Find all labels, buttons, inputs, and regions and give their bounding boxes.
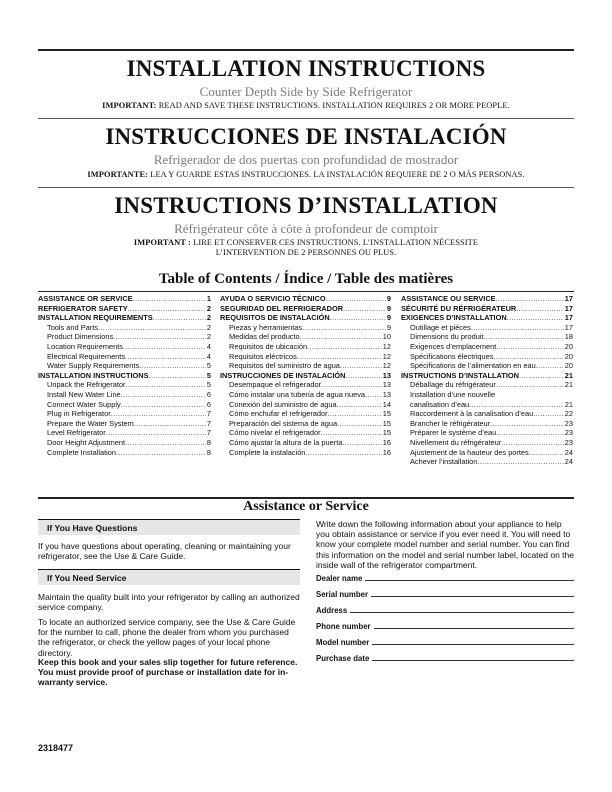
- toc-entry-page: 23: [564, 437, 573, 447]
- toc-leader-dots: [337, 419, 382, 429]
- toc-entry[interactable]: [220, 332, 391, 342]
- toc-entry-page: 6: [206, 389, 211, 399]
- toc-leader-dots: [340, 361, 382, 371]
- toc-entry-page: 20: [564, 341, 573, 351]
- toc-leader-dots: [490, 419, 564, 429]
- purchase-date-line[interactable]: [372, 654, 574, 661]
- toc-entry[interactable]: [38, 438, 211, 448]
- toc-entry-label: Spécifications de l’alimentation en eau: [410, 361, 536, 371]
- toc-leader-dots: [496, 380, 564, 390]
- toc-entry-label: Desempaque el refrigerador: [229, 380, 322, 390]
- toc-leader-dots: [134, 419, 206, 429]
- toc-leader-dots: [139, 361, 206, 371]
- rule-spanish: [38, 187, 574, 188]
- toc-entry[interactable]: [38, 313, 211, 323]
- toc-entry-label: SÉCURITÉ DU RÉFRIGÉRATEUR: [401, 303, 517, 313]
- toc-entry[interactable]: [38, 332, 211, 342]
- toc-entry[interactable]: [38, 400, 211, 410]
- toc-entry[interactable]: [401, 323, 573, 333]
- toc-entry-page: 24: [564, 457, 573, 467]
- toc-entry[interactable]: [220, 428, 391, 438]
- dealer-name-line[interactable]: [365, 574, 574, 581]
- toc-entry-label: Connect Water Supply: [47, 399, 121, 409]
- toc-entry-page: 7: [206, 428, 211, 438]
- phone-number-label: Phone number: [316, 622, 371, 631]
- toc-entry-page: 17: [564, 294, 573, 303]
- toc-entry[interactable]: [401, 294, 573, 304]
- toc-entry[interactable]: [401, 352, 573, 362]
- service-heading: If You Need Service: [38, 569, 300, 585]
- english-subtitle: Counter Depth Side by Side Refrigerator: [199, 84, 413, 99]
- toc-entry-label: Raccordement à la canalisation d’eau: [410, 409, 534, 419]
- french-subtitle: Réfrigérateur côte à côte à profondeur de comptoir: [174, 221, 438, 236]
- toc-entry-label: INSTALLATION REQUIREMENTS: [38, 313, 153, 323]
- toc-entry[interactable]: [220, 419, 391, 429]
- toc-entry-page: 5: [206, 370, 211, 380]
- toc-entry-page: 20: [564, 361, 573, 371]
- toc-entry-page: 13: [382, 389, 391, 399]
- toc-entry-label: Install New Water Line: [47, 389, 121, 399]
- toc-entry-page: 15: [382, 428, 391, 438]
- toc-entry-label: Nivellement du réfrigérateur: [410, 437, 502, 447]
- toc-leader-dots: [519, 371, 564, 381]
- toc-entry[interactable]: [220, 438, 391, 448]
- french-important-text-1: LIRE ET CONSERVER CES INSTRUCTIONS. L’INSTALLATION NÉCESSITE: [193, 238, 479, 247]
- model-number-line[interactable]: [372, 638, 574, 645]
- toc-entry[interactable]: [38, 419, 211, 429]
- toc-leader-dots: [516, 304, 564, 314]
- toc-entry-label: SEGURIDAD DEL REFRIGERADOR: [220, 303, 344, 313]
- toc-entry-label: Cómo nivelar el refrigerador: [229, 428, 321, 438]
- toc-leader-dots: [365, 390, 382, 400]
- toc-leader-dots: [343, 304, 386, 314]
- toc-entry[interactable]: [401, 428, 573, 438]
- phone-number-field[interactable]: [316, 622, 574, 631]
- toc-entry-label: Cómo enchufar el refrigerador: [229, 409, 328, 419]
- toc-entry-label: Spécifications électriques: [410, 351, 494, 361]
- toc-leader-dots: [300, 332, 382, 342]
- toc-entry[interactable]: [38, 342, 211, 352]
- toc-entry-page: 7: [206, 418, 211, 428]
- toc-leader-dots: [321, 428, 382, 438]
- serial-number-field[interactable]: [316, 590, 574, 599]
- toc-entry-label: ASSISTANCE OR SERVICE: [38, 294, 133, 303]
- toc-entry-label: Preparación del sistema de agua: [229, 418, 338, 428]
- toc-entry-label: Préparer le système d’eau: [410, 428, 497, 438]
- toc-entry-label: Complete Installation: [47, 447, 117, 457]
- toc-entry[interactable]: [401, 380, 573, 390]
- toc-leader-dots: [305, 448, 381, 458]
- toc-entry-label: Tools and Parts: [47, 322, 98, 332]
- toc-leader-dots: [302, 323, 386, 333]
- toc-leader-dots: [337, 400, 382, 410]
- toc-entry-label: Door Height Adjustment: [47, 437, 126, 447]
- toc-entry-label: Outillage et pièces: [410, 322, 471, 332]
- model-number-field[interactable]: [316, 638, 574, 647]
- address-field[interactable]: [316, 606, 574, 615]
- serial-number-line[interactable]: [371, 590, 574, 597]
- phone-number-line[interactable]: [374, 622, 574, 629]
- toc-entry-label: Location Requirements: [47, 341, 124, 351]
- toc-entry-page: 16: [382, 437, 391, 447]
- toc-entry[interactable]: [38, 352, 211, 362]
- toc-entry[interactable]: [220, 448, 391, 458]
- toc-entry-page: 9: [386, 322, 391, 332]
- top-rule: [38, 49, 574, 51]
- toc-entry[interactable]: [401, 448, 573, 458]
- toc-entry-page: 13: [382, 380, 391, 390]
- toc-entry[interactable]: [220, 313, 391, 323]
- questions-heading: If You Have Questions: [38, 519, 300, 535]
- toc-entry-label: REFRIGERATOR SAFETY: [38, 303, 128, 313]
- toc-entry[interactable]: [220, 342, 391, 352]
- toc-leader-dots: [321, 380, 382, 390]
- toc-entry[interactable]: [220, 371, 391, 381]
- serial-number-label: Serial number: [316, 590, 368, 599]
- toc-entry[interactable]: [38, 323, 211, 333]
- toc-entry-label: Complete la instalación: [229, 447, 306, 457]
- toc-entry-page: 17: [564, 322, 573, 332]
- toc-entry-label: Achever l’installation: [410, 457, 478, 467]
- toc-entry[interactable]: [401, 457, 573, 467]
- toc-entry[interactable]: [220, 409, 391, 419]
- toc-entry[interactable]: [401, 371, 573, 381]
- toc-entry[interactable]: [401, 419, 573, 429]
- toc-leader-dots: [469, 400, 564, 410]
- toc-leader-dots: [496, 428, 563, 438]
- toc-entry-label: AYUDA O SERVICIO TÉCNICO: [220, 294, 326, 303]
- toc-leader-dots: [484, 332, 564, 342]
- toc-entry-label: Requisitos de ubicación: [229, 341, 308, 351]
- toc-entry-label: ASSISTANCE OU SERVICE: [401, 294, 496, 303]
- toc-entry[interactable]: [401, 361, 573, 371]
- toc-leader-dots: [536, 361, 564, 371]
- toc-entry-label: INSTRUCCIONES DE INSTALACIÓN: [220, 370, 346, 380]
- spanish-important-text: LEA Y GUARDE ESTAS INSTRUCCIONES. LA INSTALACIÓN REQUIERE DE 2 O MÁS PERSONAS.: [150, 170, 525, 179]
- toc-entry-page: 9: [386, 294, 391, 303]
- toc-entry[interactable]: [38, 390, 211, 400]
- toc-entry-page: 15: [382, 409, 391, 419]
- toc-leader-dots: [342, 438, 381, 448]
- toc-entry-label: Conexión del suministro de agua: [229, 399, 337, 409]
- toc-entry-label: Installation d’une nouvelle: [410, 389, 496, 399]
- toc-title: Table of Contents / Índice / Table des matières: [158, 271, 454, 287]
- english-important: [38, 101, 574, 111]
- service-text-1: Maintain the quality built into your refrigerator by calling an authorized service company.: [38, 592, 300, 613]
- toc-leader-dots: [501, 438, 564, 448]
- toc-entry-label: EXIGENCES D’INSTALLATION: [401, 313, 507, 323]
- toc-entry-page: 13: [382, 370, 391, 380]
- toc-leader-dots: [297, 352, 382, 362]
- toc-entry-label: Requisitos del suministro de agua: [229, 361, 340, 371]
- toc-leader-dots: [113, 332, 206, 342]
- toc-entry-label: REQUISITOS DE INSTALACIÓN: [220, 313, 330, 323]
- toc-leader-dots: [307, 342, 382, 352]
- toc-entry[interactable]: [220, 400, 391, 410]
- toc-leader-dots: [326, 294, 386, 304]
- french-important: [38, 238, 574, 258]
- toc-entry[interactable]: [38, 361, 211, 371]
- toc-entry[interactable]: [38, 371, 211, 381]
- toc-leader-dots: [111, 409, 206, 419]
- toc-entry-page: 17: [564, 313, 573, 323]
- toc-leader-dots: [477, 457, 563, 467]
- toc-entry-label: Electrical Requirements: [47, 351, 126, 361]
- toc-entry[interactable]: [220, 304, 391, 314]
- toc-entry-label: Piezas y herramientas: [229, 322, 303, 332]
- toc-leader-dots: [125, 380, 205, 390]
- address-line[interactable]: [350, 606, 574, 613]
- assistance-title: Assistance or Service: [243, 499, 369, 514]
- toc-entry-page: 10: [382, 332, 391, 342]
- toc-entry[interactable]: [220, 323, 391, 333]
- toc-entry-page: 2: [206, 303, 211, 313]
- toc-entry-page: 1: [206, 294, 211, 303]
- toc-entry-label-cont: canalisation d’eau: [410, 399, 470, 409]
- toc-leader-dots: [507, 313, 564, 323]
- toc-entry-page: 5: [206, 380, 211, 390]
- toc-leader-dots: [123, 342, 206, 352]
- service-text-bold: Keep this book and your sales slip together for future reference. You must provide proof of purchase or installation date for in-warranty service.: [38, 657, 298, 688]
- toc-entry-label: INSTRUCTIONS D’INSTALLATION: [401, 370, 519, 380]
- toc-leader-dots: [133, 294, 206, 304]
- toc-leader-dots: [493, 352, 563, 362]
- toc-entry-label: Level Refrigerator: [47, 428, 106, 438]
- toc-entry[interactable]: [38, 380, 211, 390]
- toc-entry-page: 4: [206, 351, 211, 361]
- toc-entry[interactable]: [38, 409, 211, 419]
- toc-leader-dots: [533, 409, 564, 419]
- toc-entry-page: 15: [382, 418, 391, 428]
- toc-entry[interactable]: [220, 294, 391, 304]
- toc-entry[interactable]: [220, 390, 391, 400]
- toc-entry-page: 21: [564, 380, 573, 390]
- toc-entry[interactable]: [38, 304, 211, 314]
- toc-entry-page: 20: [564, 351, 573, 361]
- address-label: Address: [316, 606, 348, 615]
- dealer-name-field[interactable]: [316, 574, 574, 583]
- toc-entry[interactable]: [401, 332, 573, 342]
- toc-entry-label: INSTALLATION INSTRUCTIONS: [38, 370, 149, 380]
- toc-entry-page: 9: [386, 303, 391, 313]
- toc-leader-dots: [346, 371, 382, 381]
- spanish-important: [38, 170, 574, 180]
- toc-entry-label: Dimensions du produit: [410, 332, 484, 342]
- toc-leader-dots: [121, 390, 206, 400]
- toc-entry-label: Prepare the Water System: [47, 418, 134, 428]
- toc-entry-page: 16: [382, 447, 391, 457]
- toc-entry-page: 23: [564, 418, 573, 428]
- french-important-text-2: L’INTERVENTION DE 2 PERSONNES OU PLUS.: [215, 248, 397, 257]
- rule-english: [38, 118, 574, 119]
- toc-entry[interactable]: [220, 380, 391, 390]
- toc-entry-page: 6: [206, 399, 211, 409]
- right-info-text: Write down the following information about your appliance to help you obtain assistance or service if you ever need it. You will need to know your complete model number and serial number. You can find this information on the model and serial number label, located on the inside wall of the refrigerator compartment.: [316, 519, 574, 570]
- toc-entry-page: 7: [206, 409, 211, 419]
- purchase-date-field[interactable]: [316, 654, 574, 663]
- toc-leader-dots: [149, 371, 206, 381]
- english-important-text: READ AND SAVE THESE INSTRUCTIONS. INSTALLATION REQUIRES 2 OR MORE PEOPLE.: [158, 101, 510, 110]
- toc-entry-label: Exigences d’emplacement: [410, 341, 497, 351]
- french-title: INSTRUCTIONS D’INSTALLATION: [114, 193, 498, 218]
- toc-entry-label: Product Dimensions: [47, 332, 114, 342]
- model-number-label: Model number: [316, 638, 370, 647]
- toc-column-french: [401, 294, 573, 467]
- spanish-subtitle: Refrigerador de dos puertas con profundidad de mostrador: [153, 152, 459, 167]
- toc-leader-dots: [471, 323, 564, 333]
- toc-entry[interactable]: [401, 438, 573, 448]
- dealer-name-label: Dealer name: [316, 574, 363, 583]
- toc-entry-label: Brancher le réfrigérateur: [410, 418, 491, 428]
- toc-entry-page: 2: [206, 322, 211, 332]
- toc-entry-page: 17: [564, 303, 573, 313]
- toc-entry[interactable]: [38, 448, 211, 458]
- toc-entry-page: 8: [206, 437, 211, 447]
- purchase-date-label: Purchase date: [316, 654, 370, 663]
- english-title: INSTALLATION INSTRUCTIONS: [126, 56, 486, 81]
- toc-entry-page: 12: [382, 361, 391, 371]
- toc-entry-page: 8: [206, 447, 211, 457]
- toc-leader-dots: [153, 313, 206, 323]
- toc-entry-label: Water Supply Requirements: [47, 361, 140, 371]
- toc-entry-page: 22: [564, 409, 573, 419]
- service-text-2: To locate an authorized service company, see the Use & Care Guide for the number to call, phone the dealer from whom you purchased the refrigerator, or check the yellow pages of your local phone directory.: [38, 617, 296, 658]
- toc-leader-dots: [98, 323, 206, 333]
- toc-entry-label: Unpack the Refrigerator: [47, 380, 126, 390]
- toc-column-spanish: [220, 294, 391, 457]
- toc-entry[interactable]: [220, 361, 391, 371]
- toc-leader-dots: [529, 448, 564, 458]
- toc-entry-page: 14: [382, 399, 391, 409]
- spanish-title: INSTRUCCIONES DE INSTALACIÓN: [105, 124, 507, 149]
- toc-leader-dots: [116, 448, 206, 458]
- questions-text: If you have questions about operating, cleaning or maintaining your refrigerator, see the Use & Care Guide.: [38, 541, 291, 562]
- toc-entry[interactable]: [38, 428, 211, 438]
- toc-entry-page: 12: [382, 341, 391, 351]
- toc-leader-dots: [106, 428, 206, 438]
- english-important-label: IMPORTANT:: [102, 101, 157, 110]
- toc-title-rule: [38, 291, 574, 292]
- toc-entry-page: 18: [564, 332, 573, 342]
- toc-entry[interactable]: [401, 304, 573, 314]
- spanish-important-label: IMPORTANTE:: [87, 170, 149, 179]
- toc-entry[interactable]: [401, 342, 573, 352]
- toc-column-english: [38, 294, 211, 457]
- toc-leader-dots: [330, 313, 386, 323]
- toc-entry[interactable]: [220, 352, 391, 362]
- toc-leader-dots: [328, 409, 382, 419]
- toc-entry-label: Requisitos eléctricos: [229, 351, 297, 361]
- toc-entry-label: Cómo ajustar la altura de la puerta: [229, 437, 343, 447]
- toc-entry-label: Medidas del producto: [229, 332, 300, 342]
- toc-entry-page: 9: [386, 313, 391, 323]
- toc-entry-page: 4: [206, 341, 211, 351]
- toc-entry[interactable]: [401, 313, 573, 323]
- document-number: 2318477: [38, 743, 74, 753]
- toc-entry-page: 21: [564, 399, 573, 409]
- toc-entry-page: 24: [564, 447, 573, 457]
- toc-entry[interactable]: [401, 409, 573, 419]
- toc-leader-dots: [496, 294, 564, 304]
- toc-leader-dots: [125, 352, 206, 362]
- toc-leader-dots: [125, 438, 206, 448]
- toc-entry-label: Déballage du réfrigérateur: [410, 380, 496, 390]
- french-important-label: IMPORTANT :: [133, 238, 191, 247]
- toc-entry-page: 2: [206, 332, 211, 342]
- toc-entry-label: Cómo instalar una tubería de agua nueva: [229, 389, 365, 399]
- toc-entry-page: 21: [564, 370, 573, 380]
- toc-leader-dots: [121, 400, 206, 410]
- toc-entry-label: Ajustement de la hauteur des portes: [410, 447, 529, 457]
- toc-entry[interactable]: [38, 294, 211, 304]
- toc-entry-page: 2: [206, 313, 211, 323]
- toc-entry[interactable]: [401, 390, 573, 409]
- toc-entry-page: 23: [564, 428, 573, 438]
- toc-entry-page: 12: [382, 351, 391, 361]
- toc-leader-dots: [128, 304, 206, 314]
- toc-leader-dots: [496, 342, 563, 352]
- toc-entry-page: 5: [206, 361, 211, 371]
- toc-entry-label: Plug in Refrigerator: [47, 409, 111, 419]
